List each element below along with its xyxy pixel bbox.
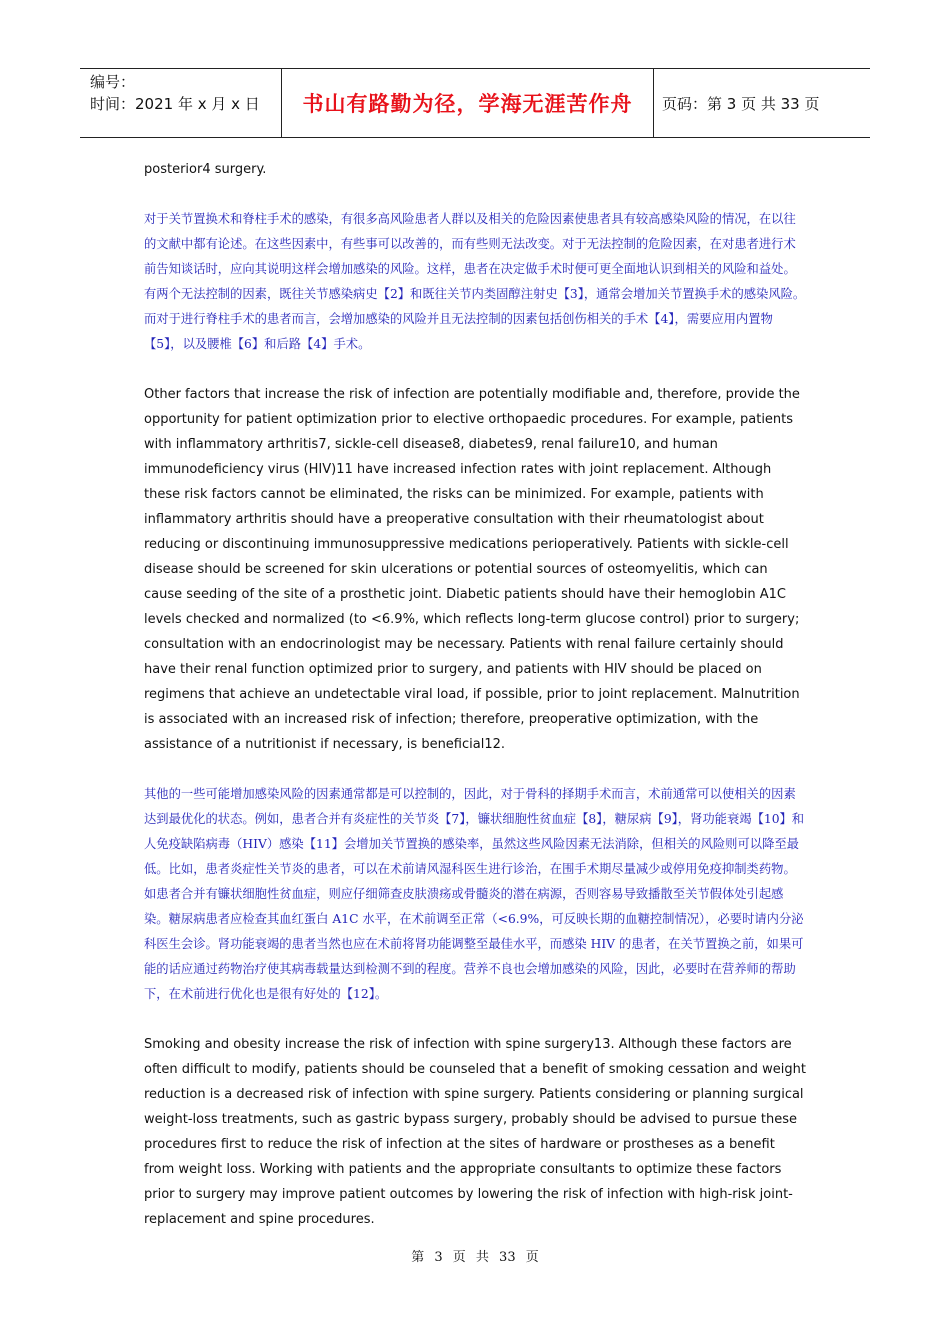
page-footer: 第 3 页 共 33 页 <box>411 1250 539 1265</box>
header-page-number: 页码：第 3 页 共 33 页 <box>662 94 820 113</box>
paragraph-zh-modifiable-factors: 其他的一些可能增加感染风险的因素通常都是可以控制的，因此，对于骨科的择期手术而言，术前通常可以使相关的因素达到最优化的状态。例如，患者合并有炎症性的关节炎【7】，镰状细胞性贫血症【8】，糖尿病【9】，肾功能衰竭【10】和人免疫缺陷病毒（HIV）感染【11】会增加关节置换的感染率，虽然这些风险因素无法消除，但相关的风险则可以降至最低。比如，患者炎症性关节炎的患者，可以在术前请风湿科医生进行诊治，在围手术期尽量减少或停用免疫抑制类药物。如患者合并有镰状细胞性贫血症，则应仔细筛查皮肤溃疡或骨髓炎的潜在病源，否则容易导致播散至关节假体处引起感染。糖尿病患者应检查其血红蛋白 A1C 水平，在术前调至正常（<6.9%，可反映长期的血糖控制情况），必要时请内分泌科医生会诊。肾功能衰竭的患者当然也应在术前将肾功能调整至最佳水平，而感染 HIV 的患者，在关节置换之前，如果可能的话应通过药物治疗使其病毒载量达到检测不到的程度。营养不良也会增加感染的风险，因此，必要时在营养师的帮助下，在术前进行优化也是很有好处的【12】。 <box>144 787 805 1001</box>
header-motto: 书山有路勤为径，学海无涯苦作舟 <box>281 69 654 137</box>
document-date-label: 时间：2021 年 x 月 x 日 <box>90 95 260 113</box>
paragraph-en-modifiable-factors: Other factors that increase the risk of infection are potentially modifiable and, therefore, provide the opportunity for patient optimization prior to elective orthopaedic procedures. For example, patients with inflammatory arthritis7, sickle-cell disease8, diabetes9, renal failure10, and human immunodeficiency virus (HIV)11 have increased infection rates with joint replacement. Although these risk factors cannot be eliminated, the risks can be minimized. For example, patients with inflammatory arthritis should have a preoperative consultation with their rheumatologist about reducing or discontinuing immunosuppressive medications perioperatively. Patients with sickle-cell disease should be screened for skin ulcerations or potential sources of osteomyelitis, which can cause seeding of the site of a prosthetic joint. Diabetic patients should have their hemoglobin A1C levels checked and normalized (to <6.9%, which reflects long-term glucose control) prior to surgery; consultation with an endocrinologist may be necessary. Patients with renal failure certainly should have their renal function optimized prior to surgery, and patients with HIV should be placed on regimens that achieve an undetectable viral load, if possible, prior to joint replacement. Malnutrition is associated with an increased risk of infection; therefore, preoperative optimization, with the assistance of a nutritionist if necessary, is beneficial12. <box>144 387 800 752</box>
paragraph-en-smoking-obesity: Smoking and obesity increase the risk of infection with spine surgery13. Although these factors are often difficult to modify, patients should be counseled that a benefit of smoking cessation and weight reduction is a decreased risk of infection with spine surgery. Patients considering or planning surgical weight-loss treatments, such as gastric bypass surgery, probably should be advised to pursue these procedures first to reduce the risk of infection at the sites of hardware or prostheses as a benefit from weight loss. Working with patients and the appropriate consultants to optimize these factors prior to surgery may improve patient outcomes by lowering the risk of infection with high-risk joint-replacement and spine procedures. <box>144 1037 806 1227</box>
paragraph-zh-unmodifiable-factors: 对于关节置换术和脊柱手术的感染，有很多高风险患者人群以及相关的危险因素使患者具有较高感染风险的情况，在以往的文献中都有论述。在这些因素中，有些事可以改善的，而有些则无法改变。对于无法控制的危险因素，在对患者进行术前告知谈话时，应向其说明这样会增加感染的风险。这样，患者在决定做手术时便可更全面地认识到相关的风险和益处。有两个无法控制的因素，既往关节感染病史【2】和既往关节内类固醇注射史【3】，通常会增加关节置换手术的感染风险。而对于进行脊柱手术的患者而言，会增加感染的风险并且无法控制的因素包括创伤相关的手术【4】，需要应用内置物【5】，以及腰椎【6】和后路【4】手术。 <box>144 212 806 351</box>
header-meta <box>80 69 281 137</box>
document-number-label: 编号： <box>90 73 136 91</box>
document-body <box>144 157 806 1232</box>
paragraph-en-continuation: posterior4 surgery. <box>144 162 267 177</box>
page-header <box>80 68 870 138</box>
